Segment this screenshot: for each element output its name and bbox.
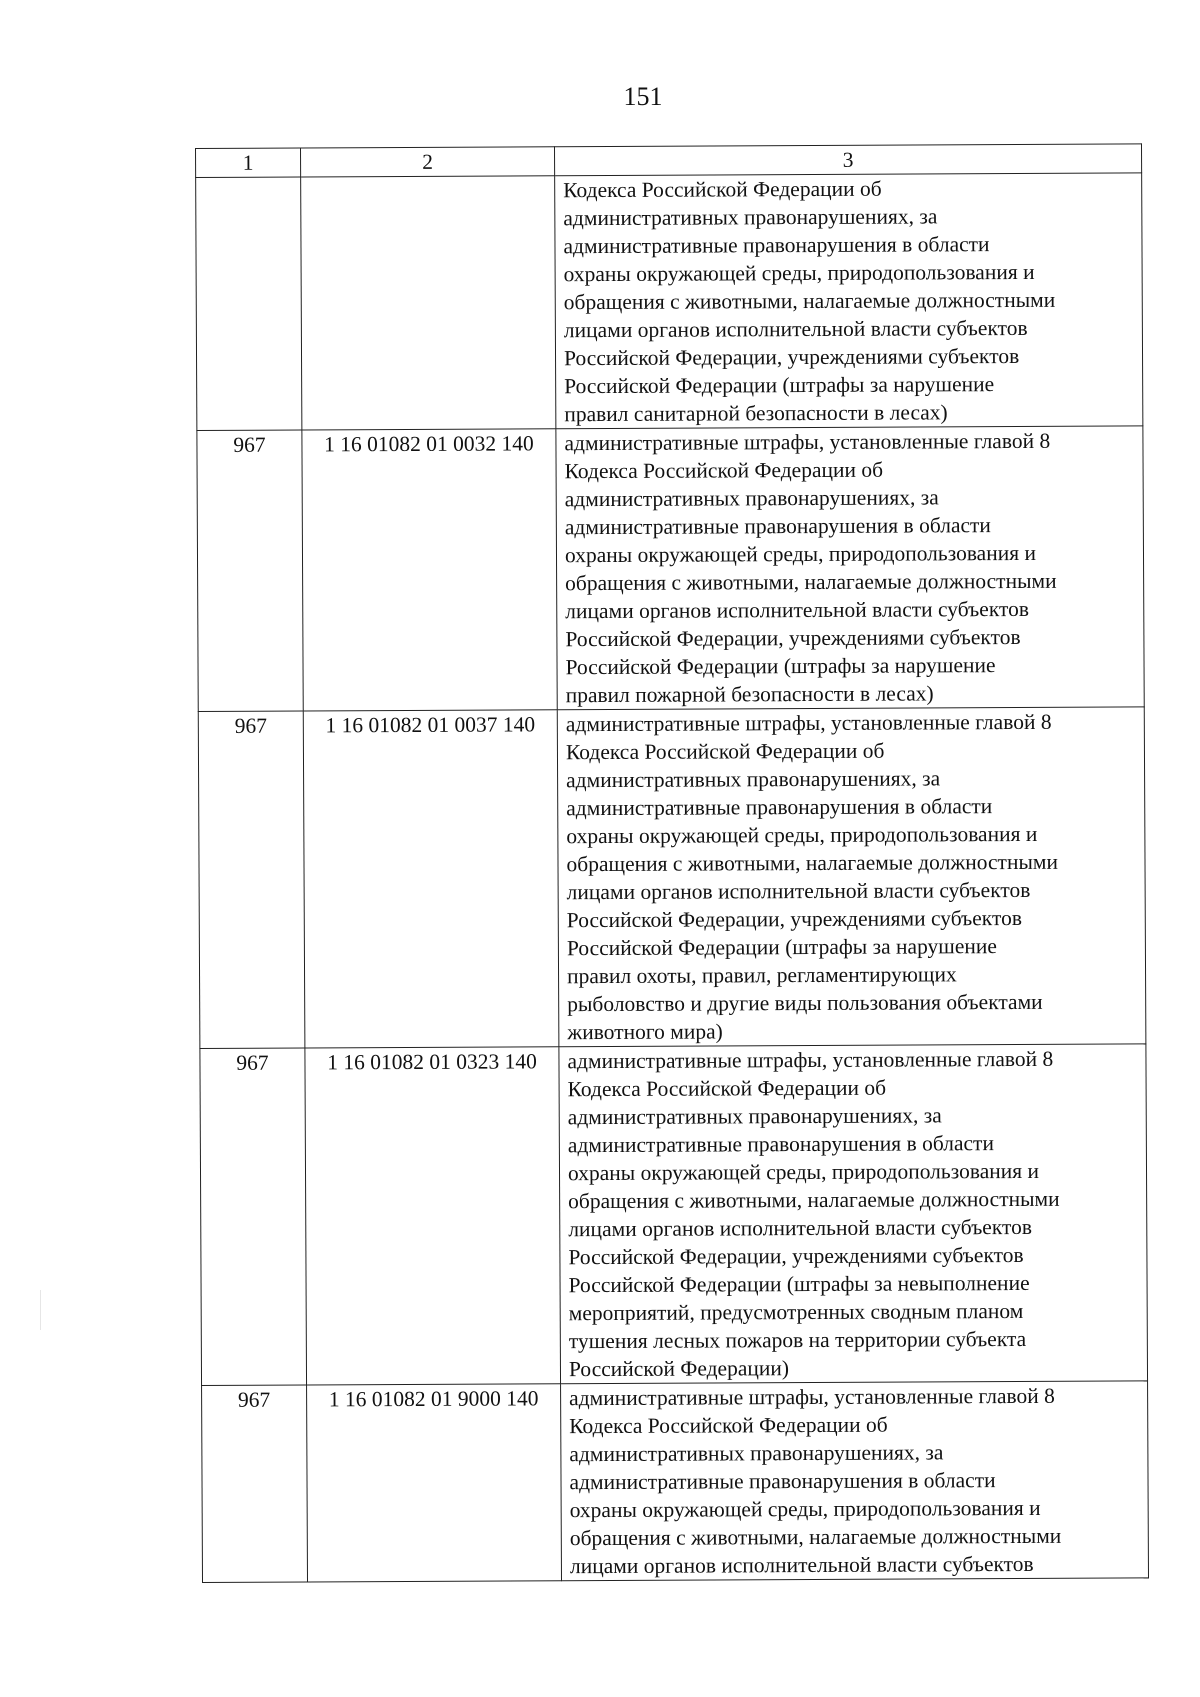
- description-line: охраны окружающей среды, природопользования и: [563, 259, 1035, 287]
- description-line: административных правонарушениях, за: [566, 766, 941, 793]
- description-line: охраны окружающей среды, природопользования и: [564, 540, 1037, 568]
- table-header: [196, 144, 1142, 178]
- admin-code-cell: 967: [197, 430, 303, 712]
- description-line: административные штрафы, установленные главой 8: [565, 709, 1052, 737]
- description-line: правил пожарной безопасности в лесах): [565, 681, 934, 708]
- budget-classification-code-cell: 1 16 01082 01 0323 140: [305, 1047, 561, 1385]
- description-line: обращения с животными, налагаемые должностными: [566, 849, 1059, 877]
- description-line: лицами органов исполнительной власти субъектов: [569, 1551, 1034, 1579]
- description-line: административные штрафы, установленные главой 8: [569, 1383, 1055, 1411]
- description-line: Российской Федерации, учреждениями субъектов: [568, 1242, 1024, 1270]
- income-description-cell: [557, 707, 1146, 1047]
- description-line: административных правонарушениях, за: [563, 204, 938, 231]
- description-line: мероприятий, предусмотренных сводным планом: [568, 1298, 1024, 1326]
- budget-codes-table: [195, 143, 1149, 1583]
- admin-code-cell: 967: [198, 711, 305, 1049]
- header-col-2: 2: [301, 147, 555, 177]
- description-line: Российской Федерации): [568, 1356, 790, 1382]
- description-line: административные правонарушения в области: [569, 1468, 996, 1495]
- description-line: административные штрафы, установленные главой 8: [567, 1046, 1054, 1074]
- description-line: Российской Федерации (штрафы за нарушение: [564, 372, 995, 399]
- header-col-3: 3: [554, 144, 1141, 176]
- description-line: обращения с животными, налагаемые должностными: [563, 287, 1056, 315]
- admin-code-cell: 967: [200, 1048, 307, 1386]
- admin-code-cell: 967: [202, 1385, 308, 1583]
- description-line: административных правонарушениях, за: [569, 1440, 944, 1467]
- description-line: обращения с животными, налагаемые должностными: [569, 1523, 1062, 1551]
- description-line: правил санитарной безопасности в лесах): [564, 400, 948, 427]
- description-line: охраны окружающей среды, природопользования и: [567, 1158, 1040, 1186]
- description-line: животного мира): [567, 1019, 723, 1045]
- income-description-cell: [561, 1381, 1149, 1581]
- scan-margin-mark: [40, 1290, 41, 1330]
- description-line: административных правонарушениях, за: [564, 485, 939, 512]
- description-line: лицами органов исполнительной власти субъектов: [566, 877, 1031, 905]
- page-number: 151: [623, 82, 663, 111]
- income-description-cell: [556, 426, 1144, 710]
- description-line: административные штрафы, установленные главой 8: [564, 428, 1051, 456]
- description-line: Кодекса Российской Федерации об: [569, 1412, 888, 1439]
- description-line: Кодекса Российской Федерации об: [563, 176, 882, 203]
- table-row: [202, 1381, 1149, 1583]
- description-line: обращения с животными, налагаемые должностными: [568, 1186, 1060, 1214]
- description-line: административных правонарушениях, за: [567, 1103, 942, 1130]
- description-line: Российской Федерации, учреждениями субъектов: [563, 343, 1020, 371]
- description-line: Кодекса Российской Федерации об: [564, 457, 884, 484]
- description-line: административные правонарушения в области: [564, 513, 991, 540]
- description-line: административные правонарушения в области: [567, 1131, 994, 1158]
- description-line: Российской Федерации (штрафы за нарушение: [565, 653, 996, 680]
- table-row: [197, 426, 1144, 712]
- table-row: [200, 1044, 1148, 1386]
- description-line: административные правонарушения в области: [563, 232, 990, 259]
- income-description-cell: [555, 173, 1143, 429]
- description-line: обращения с животными, налагаемые должностными: [565, 568, 1057, 596]
- description-line: лицами органов исполнительной власти субъектов: [563, 315, 1028, 343]
- description-line: административные правонарушения в области: [566, 794, 993, 821]
- description-line: Кодекса Российской Федерации об: [565, 738, 885, 765]
- budget-classification-code-cell: 1 16 01082 01 9000 140: [307, 1384, 562, 1582]
- budget-classification-code-cell: 1 16 01082 01 0037 140: [303, 710, 559, 1048]
- description-line: охраны окружающей среды, природопользования и: [569, 1495, 1041, 1523]
- budget-classification-code-cell: 1 16 01082 01 0032 140: [302, 429, 557, 711]
- description-line: Российской Федерации, учреждениями субъектов: [566, 905, 1023, 933]
- table-body: [196, 173, 1149, 1583]
- budget-codes-table-wrapper: [195, 143, 1148, 1583]
- table-row: [198, 707, 1146, 1049]
- description-line: лицами органов исполнительной власти субъектов: [568, 1214, 1033, 1242]
- description-line: тушения лесных пожаров на территории субъекта: [568, 1326, 1027, 1354]
- description-line: Российской Федерации (штрафы за невыполнение: [568, 1270, 1030, 1298]
- table-row: [196, 173, 1143, 431]
- description-line: охраны окружающей среды, природопользования и: [566, 821, 1038, 849]
- admin-code-cell: [196, 177, 302, 431]
- header-row: [196, 144, 1142, 178]
- description-line: правил охоты, правил, регламентирующих: [566, 962, 957, 989]
- description-line: Российской Федерации, учреждениями субъектов: [565, 624, 1021, 652]
- description-line: лицами органов исполнительной власти субъектов: [565, 596, 1030, 624]
- budget-classification-code-cell: [301, 176, 556, 430]
- description-line: рыболовство и другие виды пользования объектами: [567, 989, 1043, 1017]
- description-line: Кодекса Российской Федерации об: [567, 1075, 887, 1102]
- header-col-1: 1: [196, 148, 301, 178]
- income-description-cell: [559, 1044, 1148, 1384]
- description-line: Российской Федерации (штрафы за нарушение: [566, 934, 997, 961]
